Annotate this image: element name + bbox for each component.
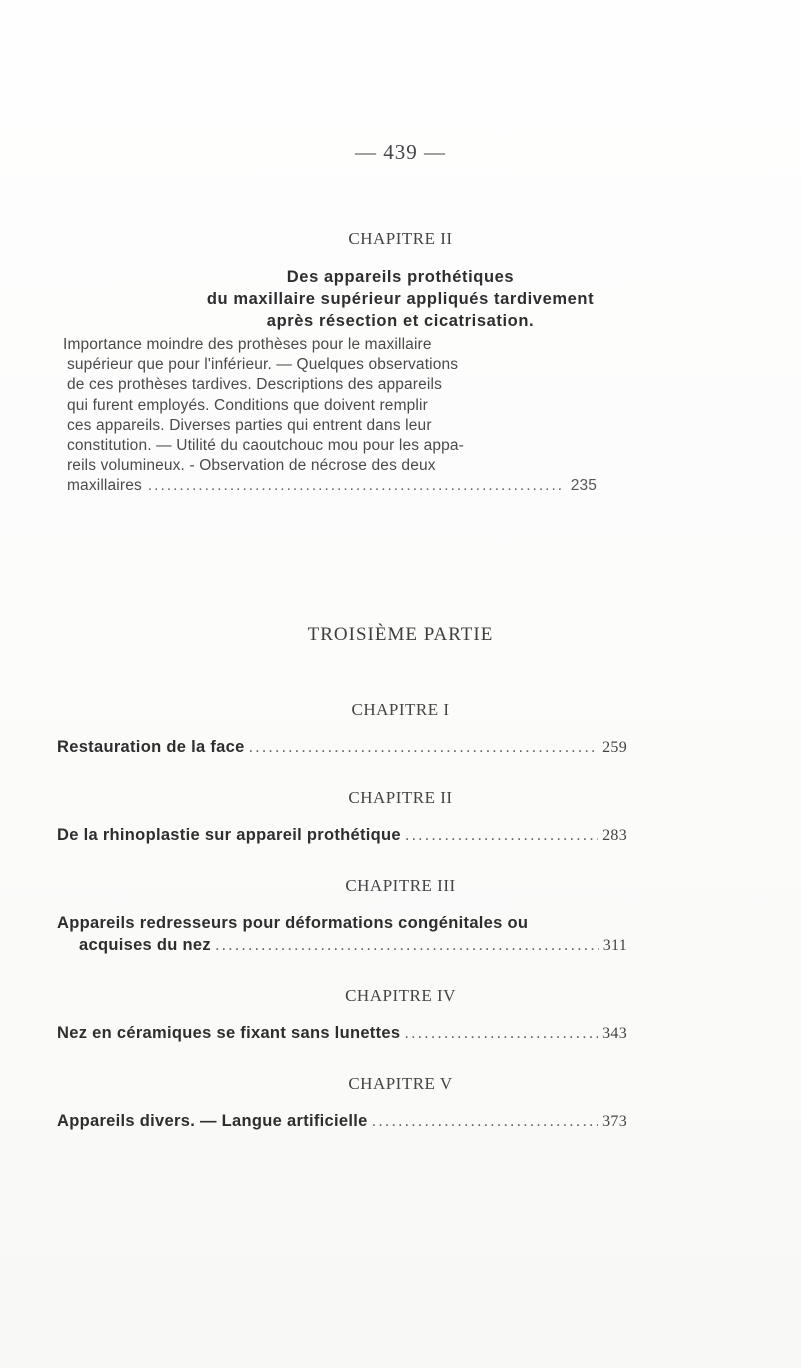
page-reference: 311 bbox=[602, 937, 627, 954]
dot-leader bbox=[249, 738, 599, 757]
page-reference: 343 bbox=[602, 1025, 627, 1042]
toc-entry bbox=[57, 1024, 627, 1043]
chapter-heading: CHAPITRE V bbox=[348, 1074, 453, 1093]
toc-entry-title: Nez en céramiques se fixant sans lunettes bbox=[57, 1024, 401, 1042]
summary-line: qui furent employés. Conditions que doivent remplir bbox=[67, 396, 428, 414]
dot-leader bbox=[148, 476, 565, 496]
summary-line: reils volumineux. - Observation de nécrose des deux bbox=[67, 457, 436, 475]
chapter-summary bbox=[63, 335, 597, 497]
chapter-heading: CHAPITRE II bbox=[348, 229, 453, 248]
chapter-heading: CHAPITRE II bbox=[348, 788, 453, 807]
part-title: TROISIÈME PARTIE bbox=[307, 624, 494, 645]
toc-entry bbox=[57, 738, 627, 757]
toc-entry-title-continued: acquises du nez bbox=[79, 936, 211, 954]
summary-line: maxillaires bbox=[67, 477, 142, 495]
toc-entry bbox=[57, 1112, 627, 1131]
page-reference: 235 bbox=[570, 477, 597, 495]
chapter-title-line: du maxillaire supérieur appliqués tardivement bbox=[206, 290, 595, 308]
chapter-heading: CHAPITRE III bbox=[345, 876, 456, 895]
summary-line: supérieur que pour l'inférieur. — Quelques observations bbox=[67, 356, 459, 374]
chapter-heading: CHAPITRE I bbox=[351, 700, 450, 719]
dot-leader bbox=[372, 1112, 598, 1131]
chapter-title-line: Des appareils prothétiques bbox=[286, 268, 515, 286]
toc-entry-title: Appareils divers. — Langue artificielle bbox=[57, 1112, 368, 1130]
summary-line: de ces prothèses tardives. Descriptions des appareils bbox=[67, 376, 442, 394]
page-reference: 259 bbox=[602, 739, 627, 756]
page-number: — 439 — bbox=[355, 140, 446, 164]
dot-leader bbox=[215, 936, 599, 955]
summary-last-line bbox=[67, 476, 597, 496]
chapter-title-line: après résection et cicatrisation. bbox=[266, 312, 535, 330]
dot-leader bbox=[405, 826, 598, 845]
summary-line: constitution. — Utilité du caoutchouc mou pour les appa- bbox=[67, 437, 464, 455]
page-reference: 373 bbox=[602, 1113, 627, 1130]
summary-line: ces appareils. Diverses parties qui entrent dans leur bbox=[67, 416, 432, 434]
chapter-heading: CHAPITRE IV bbox=[345, 986, 456, 1005]
toc-entry-title: Restauration de la face bbox=[57, 738, 245, 756]
dot-leader bbox=[404, 1024, 598, 1043]
toc-entry-title: De la rhinoplastie sur appareil prothétique bbox=[57, 826, 401, 844]
toc-entry-title: Appareils redresseurs pour déformations congénitales ou bbox=[57, 914, 529, 932]
toc-entry bbox=[57, 826, 627, 845]
page-reference: 283 bbox=[602, 827, 627, 844]
toc-entry bbox=[57, 914, 627, 955]
summary-line: Importance moindre des prothèses pour le maxillaire bbox=[63, 336, 432, 353]
